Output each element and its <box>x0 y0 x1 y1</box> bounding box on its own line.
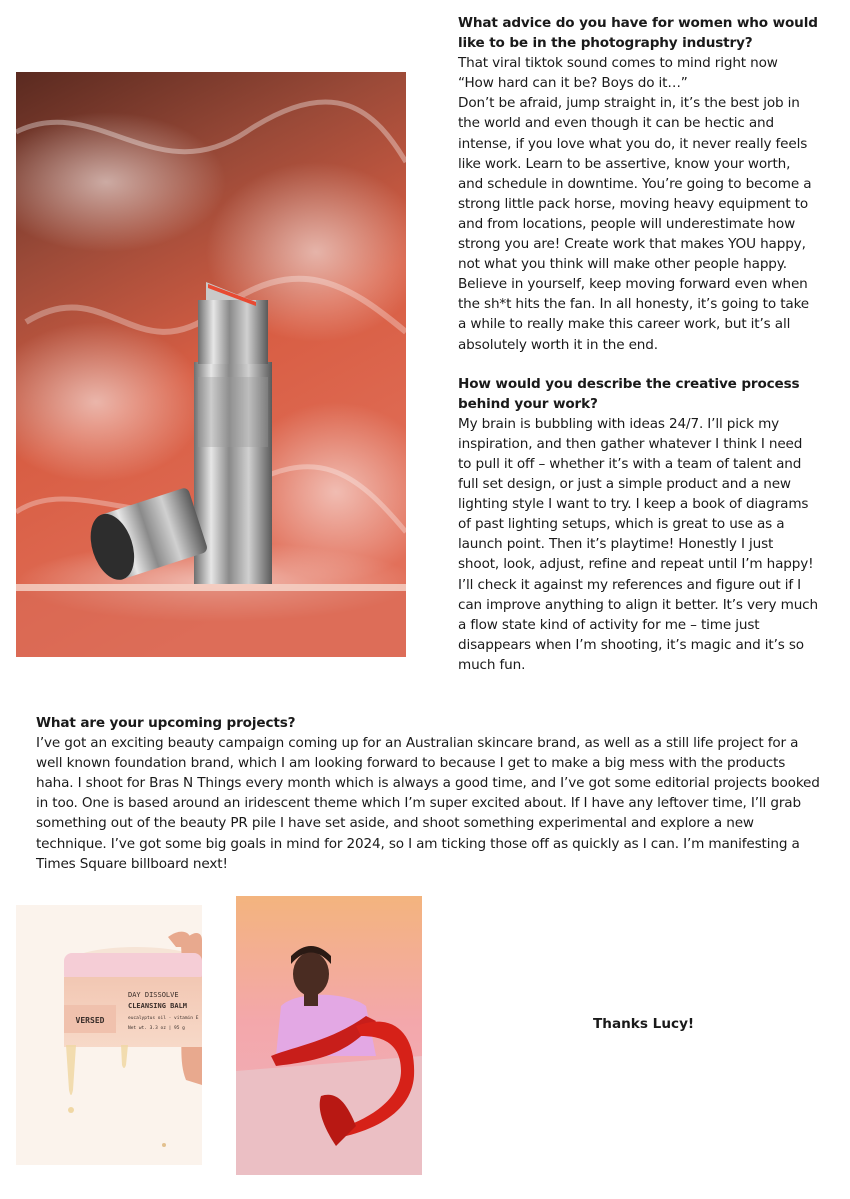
answer-advice: Don’t be afraid, jump straight in, it’s the best job in the world and even though it can be hectic and intense, if you love what you do, it never really feels like work. Learn to be assertive, know your worth, and schedule in downtime. You’re going to become a strong little pack horse, moving heavy equipment to and from locations, people will underestimate how strong you are! Create work that makes YOU happy, not what you think will make other people happy. Believe in yourself, keep moving forward even when the sh*t hits the fan. In all honesty, it’s going to take a while to really make this career work, but it’s all absolutely worth it in the end. <box>458 95 812 353</box>
cleansing-balm-photo <box>16 905 202 1165</box>
balm-label-line1: DAY DISSOLVE <box>128 991 179 999</box>
balm-brand: VERSED <box>75 1016 105 1025</box>
balm-label-line4: Net wt. 3.3 oz | 95 g <box>128 1026 185 1031</box>
question-advice: What advice do you have for women who would like to be in the photography industry? <box>458 15 818 52</box>
upcoming-section <box>36 713 826 874</box>
question-process: How would you describe the creative process behind your work? <box>458 375 800 412</box>
answer-process: My brain is bubbling with ideas 24/7. I’ll pick my inspiration, and then gather whatever I think I need to pull it off – whether it’s with a team of talent and full set design, or just a simple product and a new lighting style I want to try. I keep a book of diagrams of past lighting setups, which is great to use as a launch point. Then it’s playtime! Honestly I just shoot, look, adjust, refine and repeat until I’m happy! I’ll check it against my references and figure out if I can improve anything to align it better. It’s very much a flow state kind of activity for me – time just disappears when I’m shooting, it’s magic and it’s so much fun. <box>458 415 818 673</box>
right-column <box>458 13 818 675</box>
balm-label-line3: eucalyptus oil · vitamin E <box>128 1016 199 1021</box>
question-upcoming: What are your upcoming projects? <box>36 715 296 731</box>
answer-advice-intro: That viral tiktok sound comes to mind right now “How hard can it be? Boys do it…” <box>458 55 778 92</box>
answer-upcoming: I’ve got an exciting beauty campaign coming up for an Australian skincare brand, as well as a still life project for a well known foundation brand, which I am looking forward to because I get to make a big mess with the products haha. I shoot for Bras N Things every month which is always a good time, and I’ve got some editorial projects booked in too. One is based around an iridescent theme which I’m super excited about. If I have any leftover time, I’ll grab something out of the beauty PR pile I have set aside, and shoot something experimental and explore a new technique. I’ve got some big goals in mind for 2024, so I am ticking those off as quickly as I can. I’m manifesting a Times Square billboard next! <box>36 735 820 872</box>
model-photo <box>236 896 422 1175</box>
lipstick-photo <box>16 72 406 657</box>
balm-label-line2: CLEANSING BALM <box>128 1002 188 1010</box>
thanks-note: Thanks Lucy! <box>593 1016 695 1032</box>
